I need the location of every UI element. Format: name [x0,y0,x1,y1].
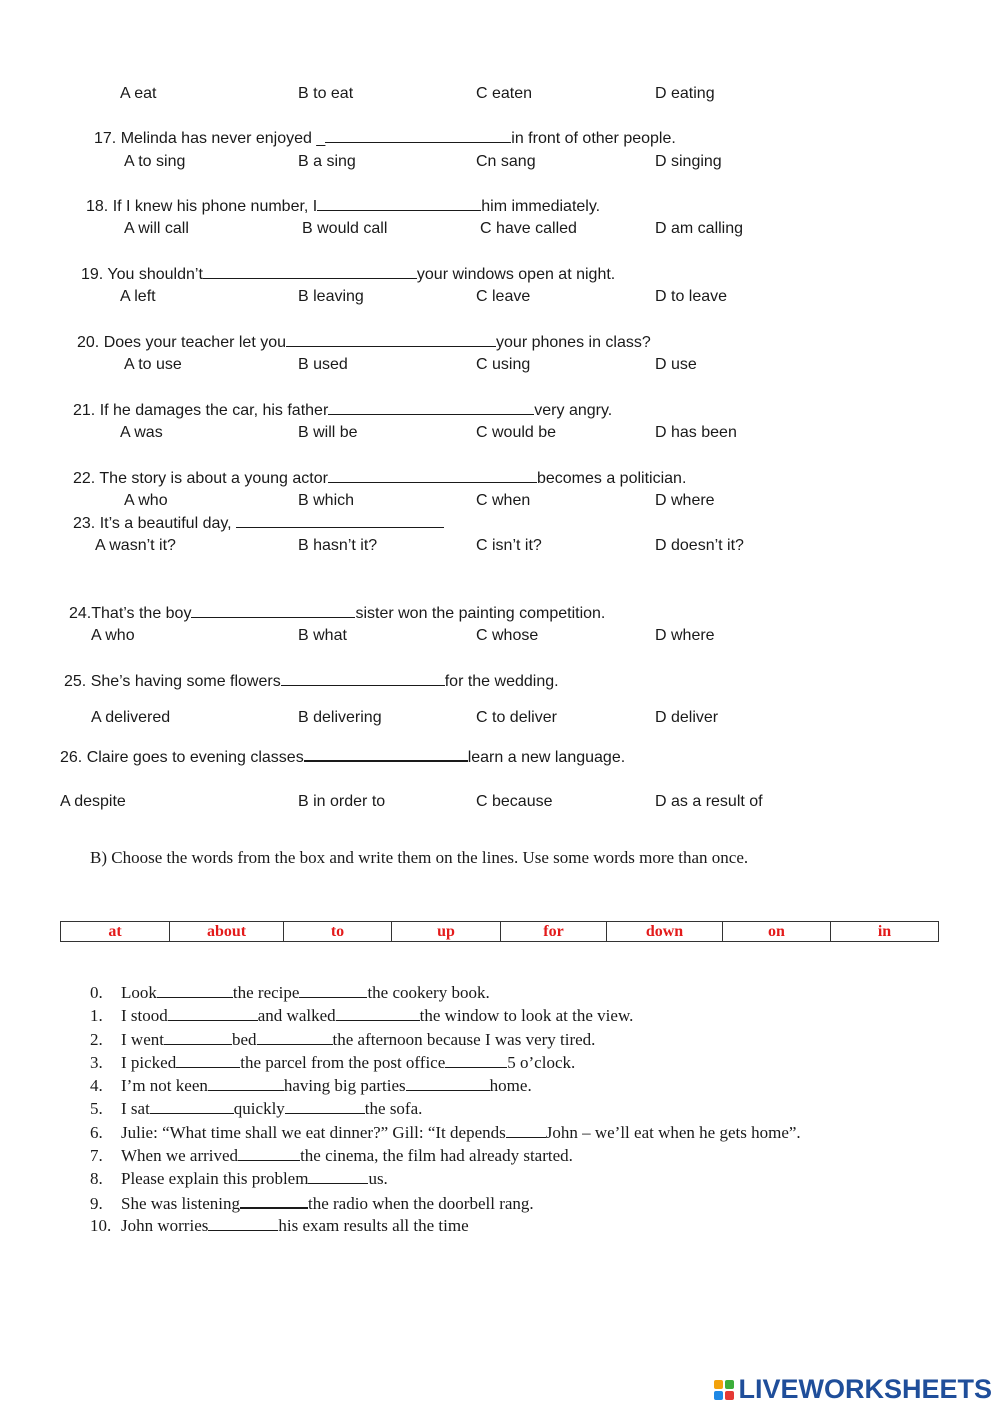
brand-name: LIVEWORKSHEETS [738,1374,992,1404]
sentence-4: 4. I’m not keen having big parties home. [90,1076,532,1095]
sentence-0-blank-2[interactable] [299,982,367,998]
q19-option-b[interactable]: B leaving [298,288,364,305]
sentence-2: 2. I went bed the afternoon because I was very tired. [90,1030,596,1049]
q24-blank[interactable] [191,603,355,618]
sentence-5-blank-1[interactable] [150,1098,234,1114]
q19-text: 19. You shouldn’t your windows open at night. [81,266,616,283]
sentence-5-blank-2[interactable] [285,1098,365,1114]
sentence-8-blank-1[interactable] [308,1168,368,1184]
q20-option-c[interactable]: C using [476,356,531,373]
sentence-3-blank-1[interactable] [176,1052,240,1068]
word-on[interactable]: on [723,922,831,941]
word-in[interactable]: in [877,922,892,940]
sentence-1: 1. I stood and walked the window to look at the view. [90,1006,634,1025]
q26-option-a[interactable]: A despite [60,793,126,810]
sentence-6-blank-1[interactable] [506,1122,546,1138]
q25-text: 25. She’s having some flowers for the wedding. [64,673,559,690]
sentence-7: 7. When we arrived the cinema, the film had already started. [90,1146,573,1165]
q22-option-c[interactable]: C when [476,492,531,509]
q23-option-d[interactable]: D doesn’t it? [655,537,744,554]
sentence-3-blank-2[interactable] [445,1052,507,1068]
sentence-5: 5. I sat quickly the sofa. [90,1099,423,1118]
q24-text: 24.That’s the boy sister won the painting competition. [69,605,606,622]
q20-option-a[interactable]: A to use [124,356,182,373]
word-to[interactable]: to [284,922,392,941]
q25-blank[interactable] [281,671,445,686]
sentence-7-blank-1[interactable] [238,1145,300,1161]
sentence-4-blank-2[interactable] [406,1075,490,1091]
section-b-instruction: B) Choose the words from the box and write them on the lines. Use some words more than once. [90,848,749,867]
q20-option-d[interactable]: D use [655,356,697,373]
sentence-3: 3. I picked the parcel from the post office 5 o’clock. [90,1053,576,1072]
word-at[interactable]: at [61,922,170,941]
q23-text: 23. It’s a beautiful day, [73,513,444,534]
q17-option-a[interactable]: A to sing [124,153,186,170]
q18-option-a[interactable]: A will call [124,220,189,237]
q17-option-c[interactable]: Cn sang [476,153,536,170]
q17-text: 17. Melinda has never enjoyed _ in front of other people. [94,130,676,147]
sentence-6: 6. Julie: “What time shall we eat dinner?” Gill: “It depends John – we’ll eat when he gets home”. [90,1123,801,1142]
q18-text: 18. If I knew his phone number, I him immediately. [86,198,601,215]
q16-option-c[interactable]: C eaten [476,85,533,102]
liveworksheets-logo [714,1374,992,1405]
sentence-9: 9. She was listening the radio when the doorbell rang. [90,1194,534,1213]
q24-option-b[interactable]: B what [298,627,347,644]
sentence-9-blank-1[interactable] [240,1192,308,1209]
sentence-0: 0. Look the recipe the cookery book. [90,983,490,1002]
q26-option-c[interactable]: C because [476,793,553,810]
sentence-10: 10. John worries his exam results all the time [90,1216,469,1235]
q16-option-b[interactable]: B to eat [298,85,354,102]
sentence-2-blank-2[interactable] [257,1029,333,1045]
q24-option-c[interactable]: C whose [476,627,539,644]
word-box [60,921,939,942]
q24-option-d[interactable]: D where [655,627,715,644]
q22-option-a[interactable]: A who [124,492,168,509]
sentence-2-blank-1[interactable] [164,1029,232,1045]
word-for[interactable]: for [501,922,607,941]
q21-blank[interactable] [328,400,534,415]
q16-option-d[interactable]: D eating [655,85,715,102]
q23-option-c[interactable]: C isn’t it? [476,537,542,554]
q18-option-d[interactable]: D am calling [655,220,744,237]
q17-option-d[interactable]: D singing [655,153,722,170]
q19-blank[interactable] [203,264,417,279]
q16-option-a[interactable]: A eat [120,85,157,102]
q25-option-a[interactable]: A delivered [91,709,171,726]
q19-option-c[interactable]: C leave [476,288,531,305]
q26-blank[interactable] [304,746,468,762]
q26-option-b[interactable]: B in order to [298,793,386,810]
word-up[interactable]: up [392,922,501,941]
q21-option-b[interactable]: B will be [298,424,358,441]
q18-option-c[interactable]: C have called [480,220,577,237]
q21-option-d[interactable]: D has been [655,424,737,441]
q26-option-d[interactable]: D as a result of [655,793,763,810]
q20-blank[interactable] [286,332,496,347]
q25-option-c[interactable]: C to deliver [476,709,557,726]
q25-option-b[interactable]: B delivering [298,709,382,726]
logo-grid-icon [714,1380,734,1400]
q24-option-a[interactable]: A who [91,627,135,644]
q23-option-b[interactable]: B hasn’t it? [298,537,378,554]
word-down[interactable]: down [607,922,723,941]
q21-text: 21. If he damages the car, his father very angry. [73,402,613,419]
word-about[interactable]: about [170,922,284,941]
sentence-8: 8. Please explain this problem us. [90,1169,388,1188]
q23-blank[interactable] [236,513,444,528]
q23-option-a[interactable]: A wasn’t it? [95,537,176,554]
sentence-10-blank-1[interactable] [208,1215,278,1231]
q18-option-b[interactable]: B would call [302,220,388,237]
q17-blank[interactable] [325,128,511,143]
q22-option-b[interactable]: B which [298,492,355,509]
q25-option-d[interactable]: D deliver [655,709,719,726]
sentence-1-blank-1[interactable] [168,1005,258,1021]
q20-text: 20. Does your teacher let you your phones in class? [77,334,651,351]
sentence-0-blank-1[interactable] [157,982,233,998]
q18-blank[interactable] [317,196,481,211]
q19-option-a[interactable]: A left [120,288,156,305]
q22-text: 22. The story is about a young actor becomes a politician. [73,470,687,487]
q22-option-d[interactable]: D where [655,492,715,509]
q17-option-b[interactable]: B a sing [298,153,356,170]
sentence-4-blank-1[interactable] [208,1075,284,1091]
sentence-1-blank-2[interactable] [336,1005,420,1021]
q19-option-d[interactable]: D to leave [655,288,728,305]
q22-blank[interactable] [328,468,537,483]
q21-option-a[interactable]: A was [120,424,163,441]
q21-option-c[interactable]: C would be [476,424,557,441]
q26-text: 26. Claire goes to evening classes learn a new language. [60,746,625,768]
q20-option-b[interactable]: B used [298,356,348,373]
